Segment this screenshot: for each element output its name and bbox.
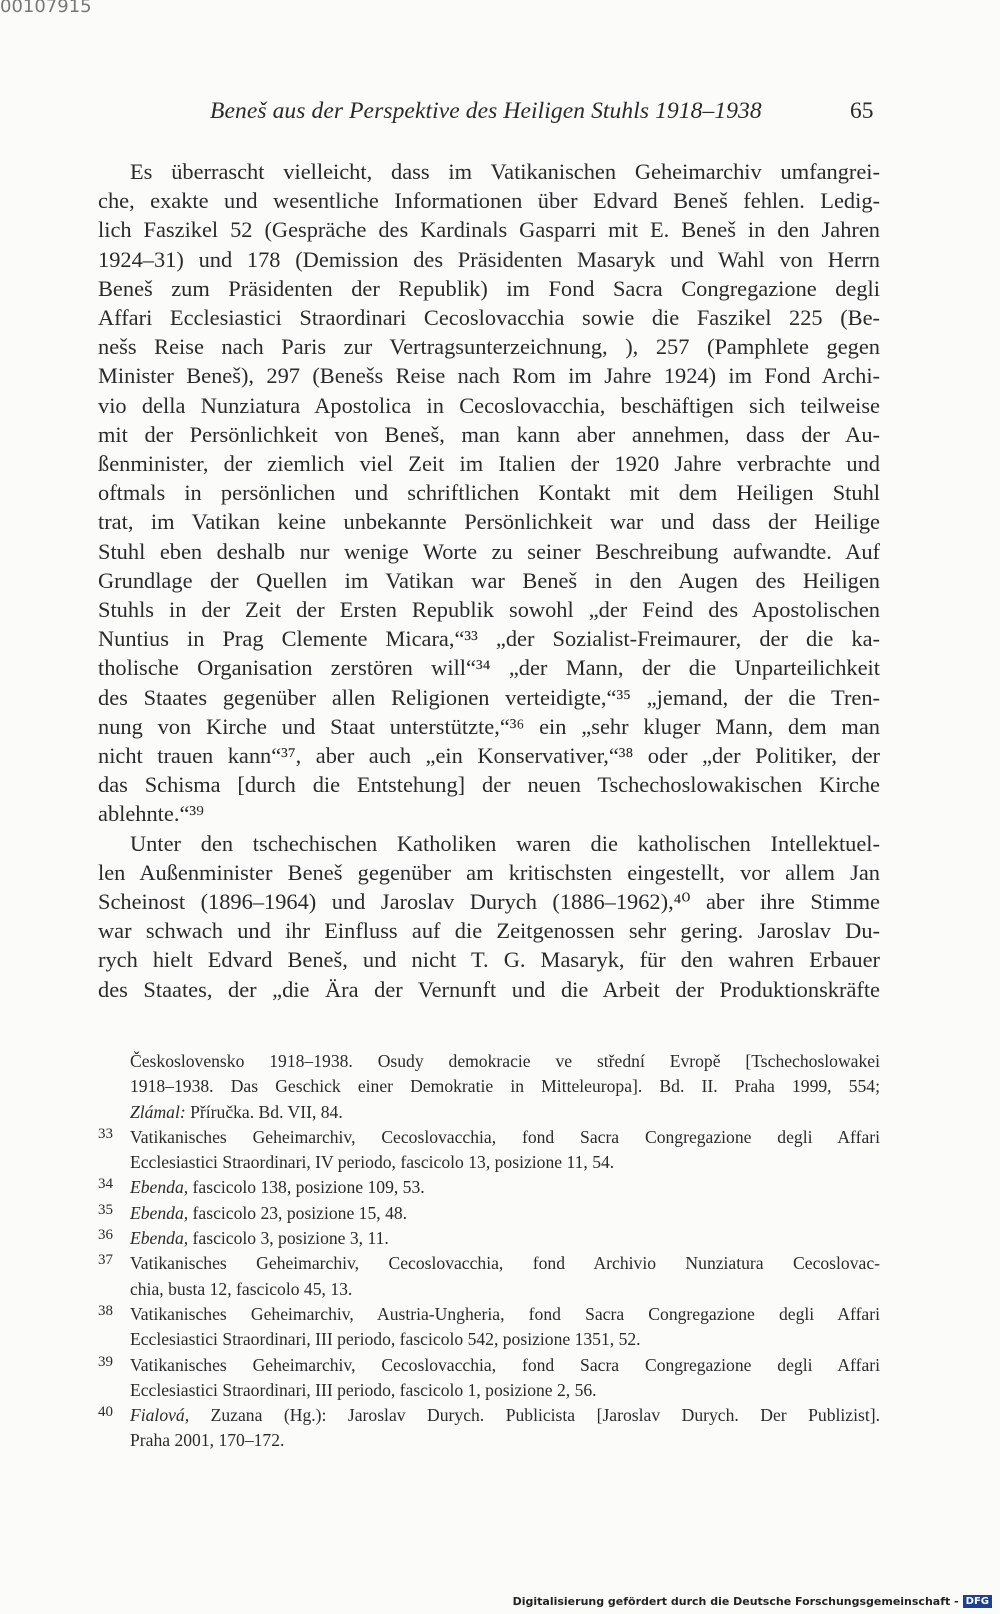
text-line: Scheinost (1896–1964) und Jaroslav Durych (1886–1962),⁴⁰ aber ihre Stimme <box>98 889 880 915</box>
footnote-line: Vatikanisches Geheimarchiv, Cecoslovacchia, fond Sacra Congregazione degli Affari <box>130 1354 880 1375</box>
text-line: Minister Beneš), 297 (Benešs Reise nach Rom im Jahre 1924) im Fond Archi- <box>98 363 880 389</box>
text-line: trat, im Vatikan keine unbekannte Persönlichkeit war und dass der Heilige <box>98 509 880 535</box>
footnote-number: 33 <box>98 1125 113 1142</box>
text-line: Affari Ecclesiastici Straordinari Cecoslovacchia sowie die Faszikel 225 (Be- <box>98 305 880 331</box>
text-line: Stuhl eben deshalb nur wenige Worte zu seiner Beschreibung aufwandte. Auf <box>98 538 880 564</box>
text-line: tholische Organisation zerstören will“³⁴ „der Mann, der die Unparteilichkeit <box>98 655 880 681</box>
text-line: ablehnte.“³⁹ <box>98 801 204 827</box>
paragraph-1 <box>98 157 880 829</box>
footnote-line: Praha 2001, 170–172. <box>130 1430 285 1451</box>
text-line: vio della Nunziatura Apostolica in Cecoslovacchia, beschäftigen sich teilweise <box>98 392 880 418</box>
footnote-text: Zuzana (Hg.): Jaroslav Durych. Publicista [Jaroslav Durych. Der Publizist]. <box>189 1405 880 1426</box>
text-line: che, exakte und wesentliche Informationen über Edvard Beneš fehlen. Ledig- <box>98 188 880 214</box>
footnote-number: 40 <box>98 1404 113 1421</box>
footnote-number: 35 <box>98 1201 113 1218</box>
footnote-author: Ebenda, <box>130 1202 189 1223</box>
text-line: mit der Persönlichkeit von Beneš, man kann aber annehmen, dass der Au- <box>98 421 880 447</box>
text-line: Unter den tschechischen Katholiken waren die katholischen Intellektuel- <box>130 830 880 856</box>
text-line: war schwach und ihr Einfluss auf die Zeitgenossen sehr gering. Jaroslav Du- <box>98 918 880 944</box>
footnote-author: Fialová, <box>130 1405 190 1426</box>
text-line: rych hielt Edvard Beneš, und nicht T. G. Masaryk, für den wahren Erbauer <box>98 947 880 973</box>
footnote-line: 1918–1938. Das Geschick einer Demokratie in Mitteleuropa]. Bd. II. Praha 1999, 554; <box>130 1076 880 1097</box>
footnote-number: 34 <box>98 1176 113 1193</box>
footnote-line: Ecclesiastici Straordinari, III periodo, fascicolo 542, posizione 1351, 52. <box>130 1329 641 1350</box>
text-line: Grundlage der Quellen im Vatikan war Beneš in den Augen des Heiligen <box>98 567 880 593</box>
text-line: 1924–31) und 178 (Demission des Präsidenten Masaryk und Wahl von Herrn <box>98 246 880 272</box>
running-title: Beneš aus der Perspektive des Heiligen Stuhls 1918–1938 <box>210 98 762 124</box>
text-line: Nuntius in Prag Clemente Micara,“³³ „der Sozialist-Freimaurer, der die ka- <box>98 626 880 652</box>
footnote-line: Ecclesiastici Straordinari, IV periodo, fascicolo 13, posizione 11, 54. <box>130 1152 615 1173</box>
footnote-author: Ebenda, <box>130 1228 189 1249</box>
footnote-line <box>130 1175 880 1200</box>
footnote-text: fascicolo 23, posizione 15, 48. <box>188 1202 408 1223</box>
footnote-line: Vatikanisches Geheimarchiv, Cecoslovacchia, fond Archivio Nunziatura Cecoslovac- <box>130 1253 880 1274</box>
dfg-logo: DFG <box>963 1595 992 1608</box>
paragraph-2 <box>98 829 880 1004</box>
footnote-number: 37 <box>98 1252 113 1269</box>
footnote-text: fascicolo 3, posizione 3, 11. <box>188 1228 389 1249</box>
footnote-38 <box>98 1302 880 1353</box>
footnote-text: fascicolo 138, posizione 109, 53. <box>188 1177 425 1198</box>
footnote-line <box>130 1100 880 1125</box>
footnote-author: Zlámal: <box>130 1101 186 1122</box>
footnote-33 <box>98 1125 880 1176</box>
footnote-35 <box>98 1201 880 1226</box>
footnote-text: Příručka. Bd. VII, 84. <box>185 1101 343 1122</box>
footnote-39 <box>98 1353 880 1404</box>
footnote-author: Ebenda, <box>130 1177 189 1198</box>
footnote-number: 39 <box>98 1353 113 1370</box>
footer-text: Digitalisierung gefördert durch die Deutsche Forschungsgemeinschaft - <box>512 1595 959 1608</box>
footnote-line <box>130 1226 880 1251</box>
text-line: des Staates gegenüber allen Religionen verteidigte,“³⁵ „jemand, der die Tren- <box>98 684 880 710</box>
text-line: Beneš zum Präsidenten der Republik) im Fond Sacra Congregazione degli <box>98 275 880 301</box>
footnote-40 <box>98 1403 880 1454</box>
footnote-number: 38 <box>98 1302 113 1319</box>
footnote-line: Československo 1918–1938. Osudy demokracie ve střední Evropě [Tschechoslowakei <box>130 1051 880 1071</box>
text-line: das Schisma [durch die Entstehung] der neuen Tschechoslowakischen Kirche <box>98 772 880 798</box>
footnote-line: Vatikanisches Geheimarchiv, Cecoslovacchia, fond Sacra Congregazione degli Affari <box>130 1126 880 1147</box>
text-line: ßenminister, der ziemlich viel Zeit im Italien der 1920 Jahre verbrachte und <box>98 451 880 477</box>
text-line: Stuhls in der Zeit der Ersten Republik sowohl „der Feind des Apostolischen <box>98 597 880 623</box>
footnote-line: Ecclesiastici Straordinari, III periodo, fascicolo 1, posizione 2, 56. <box>130 1379 597 1400</box>
footnote-line: chia, busta 12, fascicolo 45, 13. <box>130 1278 353 1299</box>
footnote-number: 36 <box>98 1227 113 1244</box>
footnote-continued <box>98 1049 880 1125</box>
footnote-line <box>130 1201 880 1226</box>
text-line: nicht trauen kann“³⁷, aber auch „ein Konservativer,“³⁸ oder „der Politiker, der <box>98 743 880 769</box>
text-line: nung von Kirche und Staat unterstützte,“³⁶ ein „sehr kluger Mann, dem man <box>98 713 880 739</box>
text-line: nešs Reise nach Paris zur Vertragsunterzeichnung, ), 257 (Pamphlete gegen <box>98 334 880 360</box>
scan-id: 00107915 <box>0 0 92 17</box>
footnote-36 <box>98 1226 880 1251</box>
text-line: des Staates, der „die Ära der Vernunft und die Arbeit der Produktionskräfte <box>98 976 880 1002</box>
text-line: lich Faszikel 52 (Gespräche des Kardinals Gasparri mit E. Beneš in den Jahren <box>98 217 880 243</box>
text-line: oftmals in persönlichen und schriftlichen Kontakt mit dem Heiligen Stuhl <box>98 480 880 506</box>
page-number: 65 <box>850 98 874 124</box>
text-line: len Außenminister Beneš gegenüber am kritischsten eingestellt, vor allem Jan <box>98 859 880 885</box>
footnote-34 <box>98 1175 880 1200</box>
footnote-line <box>130 1403 880 1428</box>
digitization-footer <box>513 1595 992 1608</box>
text-line: Es überrascht vielleicht, dass im Vatikanischen Geheimarchiv umfangrei- <box>130 159 880 184</box>
footnote-line: Vatikanisches Geheimarchiv, Austria-Ungheria, fond Sacra Congregazione degli Affari <box>130 1303 880 1324</box>
footnotes <box>98 1049 880 1454</box>
body-text <box>98 157 880 1004</box>
footnote-37 <box>98 1251 880 1302</box>
